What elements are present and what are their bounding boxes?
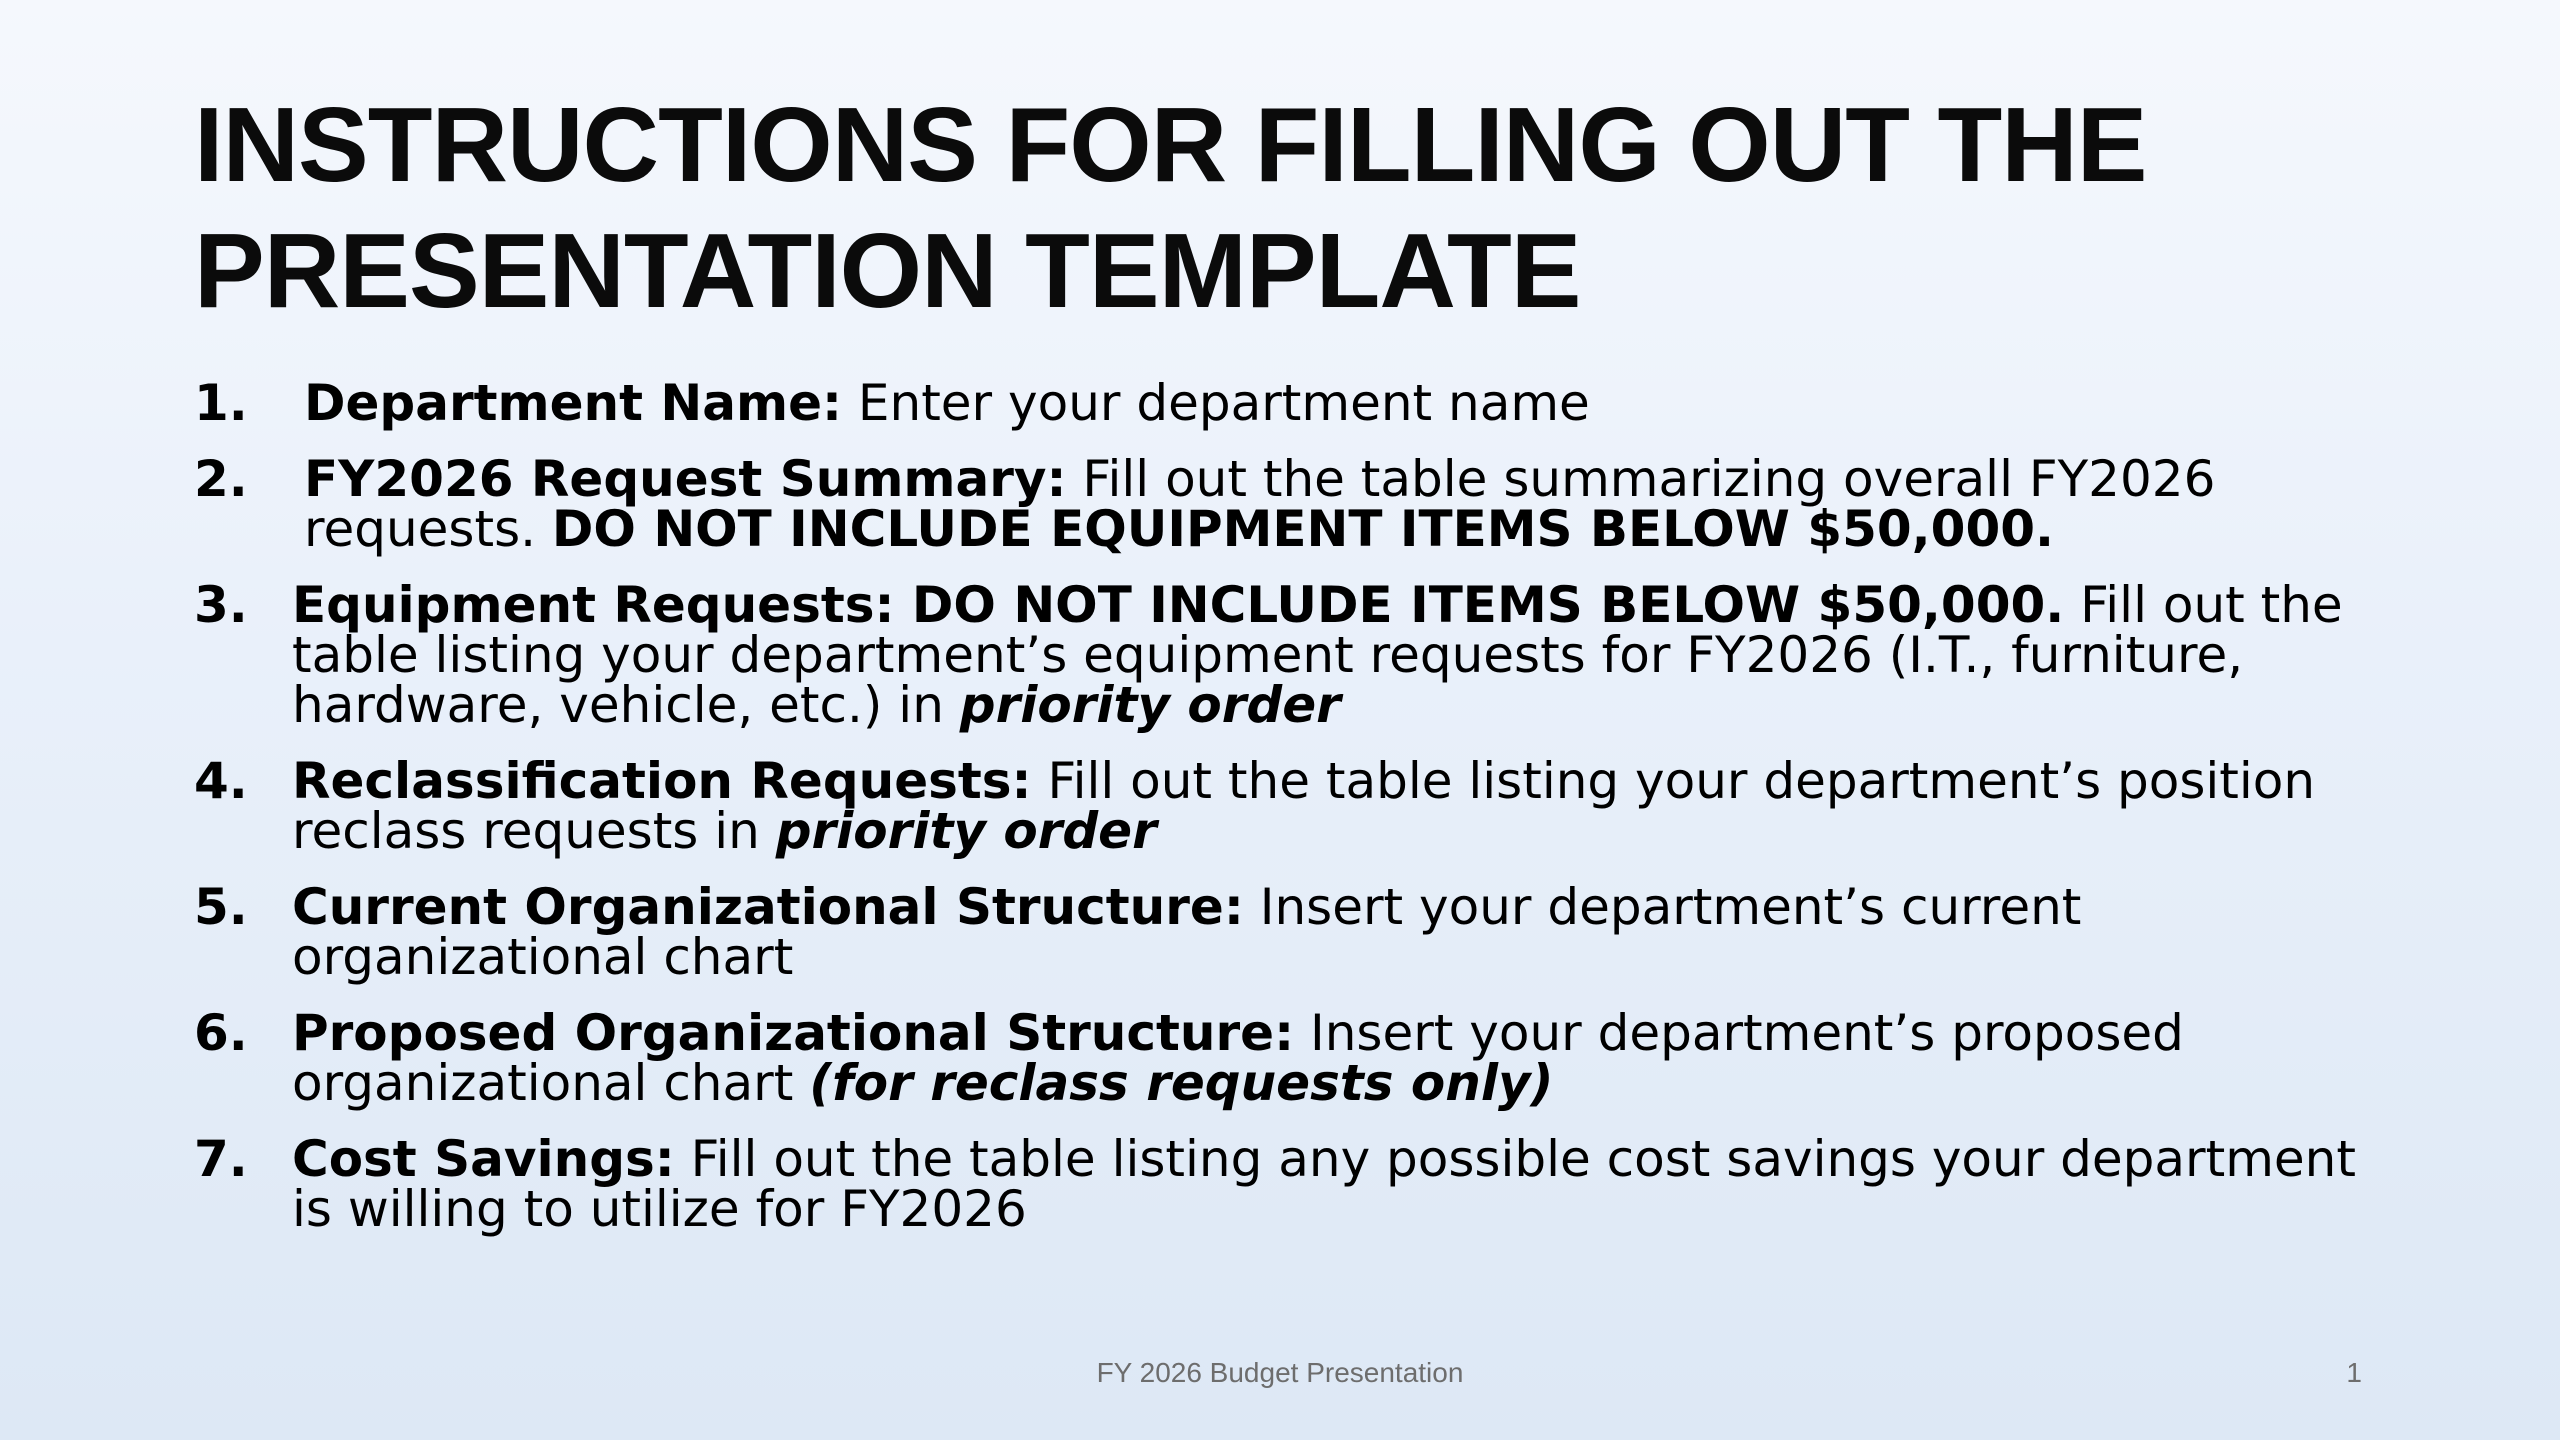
item-number: 6. [194, 1004, 248, 1062]
instruction-list [194, 374, 2374, 1260]
list-item [194, 450, 2374, 558]
item-label: Cost Savings: [292, 1130, 675, 1188]
item-text: Fill out the table listing your department’s equipment requests for FY2026 (I.T., furniture, hardware, vehicle, etc.) in [292, 576, 2343, 734]
item-number: 7. [194, 1130, 248, 1188]
list-item [194, 752, 2374, 860]
item-emphasis: priority order [775, 802, 1157, 860]
item-warning: DO NOT INCLUDE EQUIPMENT ITEMS BELOW $50,000. [551, 500, 2055, 558]
item-body [292, 1004, 2374, 1112]
list-item [194, 1130, 2374, 1238]
item-label: Reclassification Requests: [292, 752, 1032, 810]
item-number: 2. [194, 450, 248, 508]
item-label: FY2026 Request Summary: [304, 450, 1067, 508]
item-number: 4. [194, 752, 248, 810]
list-item [194, 374, 2374, 432]
item-body [292, 752, 2374, 860]
item-emphasis: priority order [959, 676, 1341, 734]
item-text: Insert your department’s proposed organizational chart [292, 1004, 2184, 1112]
item-number: 3. [194, 576, 248, 634]
item-text: Insert your department’s current organizational chart [292, 878, 2082, 986]
item-number: 1. [194, 374, 248, 432]
item-text: Fill out the table listing any possible cost savings your department is willing to utilize for FY2026 [292, 1130, 2356, 1238]
item-label: Proposed Organizational Structure: [292, 1004, 1295, 1062]
list-item [194, 878, 2374, 986]
slide-title: INSTRUCTIONS FOR FILLING OUT THE PRESENTATION TEMPLATE [194, 86, 2147, 330]
item-text: Fill out the table listing your department’s position reclass requests in [292, 752, 2316, 860]
list-item [194, 1004, 2374, 1112]
item-body [304, 374, 2374, 432]
item-body [292, 576, 2374, 734]
item-emphasis: (for reclass requests only) [809, 1054, 1554, 1112]
item-body [304, 450, 2374, 558]
item-warning: DO NOT INCLUDE ITEMS BELOW $50,000. [911, 576, 2065, 634]
item-number: 5. [194, 878, 248, 936]
page-number: 1 [2346, 1357, 2362, 1388]
list-item [194, 576, 2374, 734]
item-body [292, 1130, 2374, 1238]
slide-footer: FY 2026 Budget Presentation [1096, 1357, 1464, 1388]
item-body [292, 878, 2374, 986]
item-label: Current Organizational Structure: [292, 878, 1244, 936]
item-text: Fill out the table summarizing overall FY2026 requests. [304, 450, 2216, 558]
item-label: Equipment Requests: [292, 576, 912, 634]
item-text: Enter your department name [842, 374, 1590, 432]
item-label: Department Name: [304, 374, 843, 432]
